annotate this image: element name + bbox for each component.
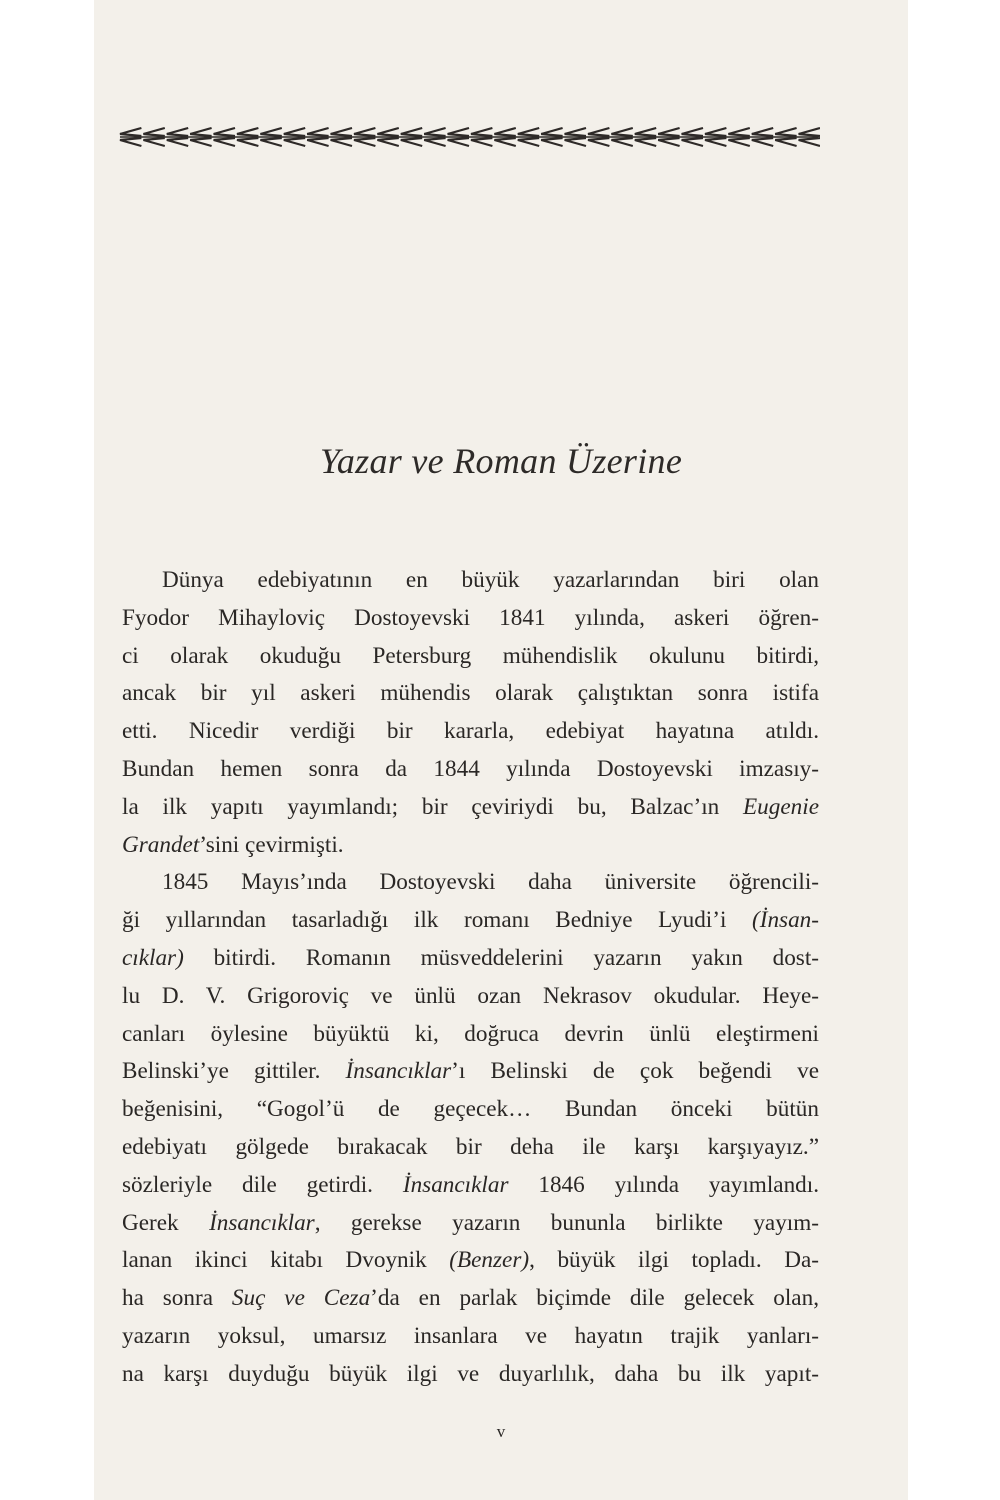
italic-title: cıklar) bbox=[122, 944, 184, 971]
text-line: canları öylesine büyüktü ki, doğruca devrin ünlü eleştirmeni bbox=[122, 1020, 819, 1047]
text-segment: ha sonra bbox=[122, 1285, 232, 1312]
text-segment: bitirdi. Romanın müsveddelerini yazarın yakın dost- bbox=[183, 944, 819, 971]
text-line: beğenisini, “Gogol’ü de geçecek… Bundan önceki bütün bbox=[122, 1096, 819, 1123]
text-line bbox=[122, 1280, 819, 1318]
text-segment: sözleriyle dile getirdi. bbox=[122, 1171, 403, 1198]
text-segment: Gerek bbox=[122, 1209, 210, 1236]
text-line: etti. Nicedir verdiği bir kararla, edebiyat hayatına atıldı. bbox=[122, 718, 819, 745]
italic-title: Eugenie bbox=[743, 793, 819, 820]
chevron-ornament bbox=[118, 124, 820, 150]
text-line: Fyodor Mihayloviç Dostoyevski 1841 yılında, askeri öğren- bbox=[122, 604, 819, 631]
page-title: Yazar ve Roman Üzerine bbox=[319, 441, 683, 481]
text-segment: Belinski’ye gittiler. bbox=[122, 1058, 346, 1085]
text-segment: , büyük ilgi topladı. Da- bbox=[529, 1247, 819, 1274]
text-line: lu D. V. Grigoroviç ve ünlü ozan Nekrasov okudular. Heye- bbox=[122, 982, 819, 1009]
text-segment: ’ı Belinski de çok beğendi ve bbox=[451, 1058, 819, 1085]
text-line bbox=[122, 789, 819, 827]
italic-title: İnsancıklar bbox=[345, 1058, 452, 1085]
text-segment: la ilk yapıtı yayımlandı; bir çeviriydi bu, Balzac’ın bbox=[122, 793, 744, 820]
text-line: ci olarak okuduğu Petersburg mühendislik okulunu bitirdi, bbox=[122, 642, 819, 669]
text-line: Dünya edebiyatının en büyük yazarlarından biri olan bbox=[162, 567, 819, 593]
text-segment: 1846 yılında yayımlandı. bbox=[508, 1171, 819, 1198]
text-line bbox=[122, 1242, 819, 1280]
page-number: v bbox=[496, 1422, 506, 1441]
italic-title: İnsancıklar bbox=[209, 1209, 315, 1236]
text-line: na karşı duyduğu büyük ilgi ve duyarlılık, daha bu ilk yapıt- bbox=[122, 1360, 819, 1387]
text-line: yazarın yoksul, umarsız insanlara ve hayatın trajik yanları- bbox=[122, 1322, 819, 1349]
text-line: edebiyatı gölgede bırakacak bir deha ile karşı karşıyayız.” bbox=[122, 1133, 819, 1160]
text-line bbox=[122, 940, 819, 978]
italic-title: (Benzer) bbox=[449, 1247, 530, 1274]
text-segment: lanan ikinci kitabı Dvoynik bbox=[122, 1247, 450, 1274]
text-segment: ’da en parlak biçimde dile gelecek olan, bbox=[370, 1285, 819, 1312]
text-line bbox=[122, 902, 819, 940]
body-text bbox=[122, 562, 819, 1394]
text-segment: , gerekse yazarın bununla birlikte yayım- bbox=[314, 1209, 819, 1236]
text-segment: ’sini çevirmişti. bbox=[199, 831, 344, 858]
text-line bbox=[122, 1053, 819, 1091]
text-line bbox=[122, 827, 819, 865]
italic-title: İnsancıklar bbox=[402, 1171, 509, 1198]
text-segment: ği yıllarından tasarladığı ilk romanı Bedniye Lyudi’i bbox=[122, 907, 753, 934]
italic-title: (İnsan- bbox=[752, 907, 819, 934]
text-line bbox=[122, 1205, 819, 1243]
italic-title: Suç ve Ceza bbox=[231, 1285, 371, 1312]
text-line: ancak bir yıl askeri mühendis olarak çalıştıktan sonra istifa bbox=[122, 680, 819, 707]
text-line bbox=[122, 1167, 819, 1205]
text-line: 1845 Mayıs’ında Dostoyevski daha üniversite öğrencili- bbox=[162, 869, 819, 896]
text-line: Bundan hemen sonra da 1844 yılında Dostoyevski imzasıy- bbox=[122, 755, 819, 782]
italic-title: Grandet bbox=[122, 831, 200, 858]
